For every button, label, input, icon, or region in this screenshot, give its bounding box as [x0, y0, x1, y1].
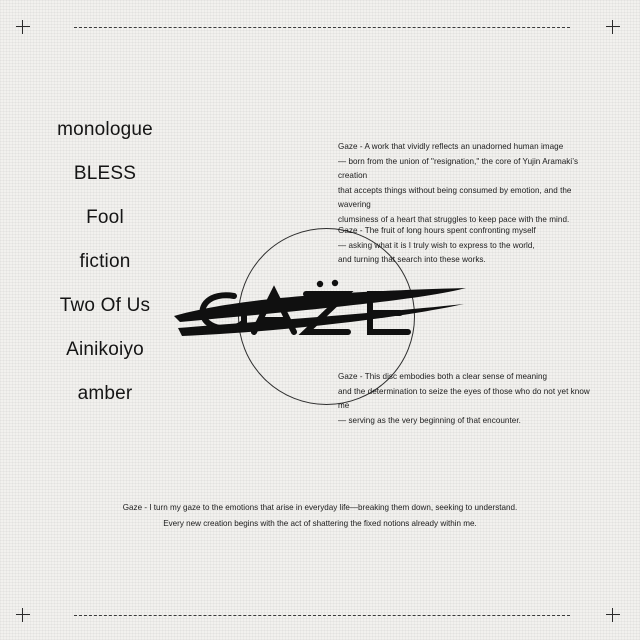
track-item: BLESS: [73, 163, 137, 184]
gaze-wordmark: [170, 270, 470, 350]
divider-top: [74, 27, 570, 28]
crop-mark-icon: [606, 608, 620, 622]
track-item: fiction: [79, 251, 131, 272]
note-block-1: [338, 140, 600, 228]
note-line: — serving as the very beginning of that encounter.: [338, 415, 521, 425]
note-line: Gaze - This disc embodies both a clear sense of meaning: [338, 372, 548, 381]
track-item: monologue: [57, 119, 153, 140]
track-item: Two Of Us: [59, 295, 151, 316]
footer-line: Every new creation begins with the act of shattering the fixed notions already within me.: [163, 519, 477, 528]
note-line: Gaze - The fruit of long hours spent confronting myself: [338, 226, 536, 235]
note-block-3: [338, 370, 600, 428]
crop-mark-icon: [16, 608, 30, 622]
note-line: and turning that search into these works.: [338, 255, 486, 265]
note-line: clumsiness of a heart that struggles to keep pace with the mind.: [338, 214, 570, 224]
divider-bottom: [74, 615, 570, 616]
tracklist: [40, 108, 170, 416]
note-line: Gaze - A work that vividly reflects an unadorned human image: [338, 142, 564, 151]
note-line: — asking what it is I truly wish to express to the world,: [338, 240, 535, 250]
footer-line: Gaze - I turn my gaze to the emotions that arise in everyday life—breaking them down, seeking to understand.: [122, 503, 518, 512]
note-line: that accepts things without being consumed by emotion, and the wavering: [338, 185, 572, 210]
track-item: amber: [77, 383, 133, 404]
crop-mark-icon: [16, 20, 30, 34]
note-line: — born from the union of "resignation," the core of Yujin Aramaki’s creation: [338, 156, 579, 181]
crop-mark-icon: [606, 20, 620, 34]
track-item: Ainikoiyo: [66, 339, 144, 360]
note-line: and the determination to seize the eyes of those who do not yet know me: [338, 386, 590, 411]
track-item: Fool: [86, 207, 124, 228]
note-block-2: [338, 224, 600, 268]
footer-note: [70, 500, 570, 532]
